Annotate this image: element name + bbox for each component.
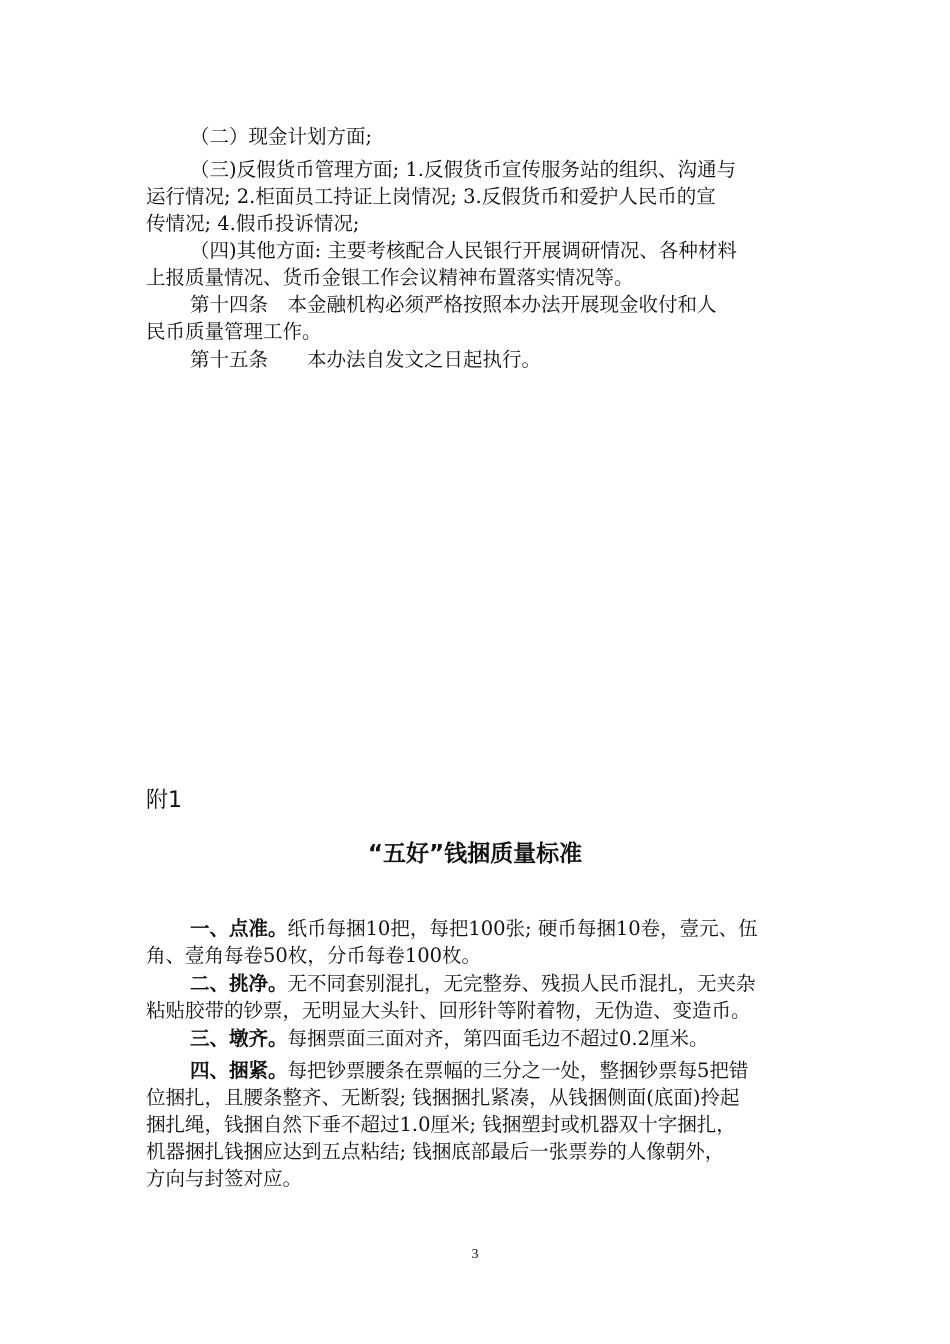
- text-line: 捆扎绳，钱捆自然下垂不超过1.0厘米; 钱捆塑封或机器双十字捆扎，: [146, 1113, 736, 1136]
- text-line: [146, 915, 816, 942]
- item-aligned: [146, 1025, 816, 1052]
- text-line: 角、壹角每卷50枚，分币每卷100枚。: [146, 944, 482, 967]
- text-line: 方向与封签对应。: [146, 1167, 303, 1190]
- paragraph-counterfeit: [146, 156, 816, 237]
- text-line: 上报质量情况、货币金银工作会议精神布置落实情况等。: [146, 266, 634, 289]
- text-line: [146, 1025, 816, 1052]
- paragraph-cash-plan: [146, 123, 816, 150]
- text-line: 第十四条 本金融机构必须严格按照本办法开展现金收付和人: [190, 293, 717, 316]
- text-line: （四)其他方面: 主要考核配合人民银行开展调研情况、各种材料: [190, 239, 737, 262]
- document-title: “五好”钱捆质量标准: [367, 841, 583, 867]
- item-text: 无不同套别混扎，无完整券、残损人民币混扎，无夹杂: [287, 972, 756, 995]
- text-line: 传情况; 4.假币投诉情况;: [146, 212, 360, 235]
- item-lead: 三、墩齐。: [190, 1027, 288, 1050]
- item-lead: 一、点准。: [190, 917, 288, 940]
- paragraph-article-14: [146, 291, 816, 345]
- text-line: 运行情况; 2.柜面员工持证上岗情况; 3.反假货币和爱护人民币的宣: [146, 185, 716, 208]
- text-line: 粘贴胶带的钞票，无明显大头针、回形针等附着物，无伪造、变造币。: [146, 999, 751, 1022]
- item-sorted-clean: [146, 970, 816, 1024]
- text-line: （三)反假货币管理方面; 1.反假货币宣传服务站的组织、沟通与: [190, 158, 736, 181]
- item-text: 纸币每捆10把，每把100张; 硬币每捆10卷，壹元、伍: [287, 917, 758, 940]
- item-text: 每捆票面三面对齐，第四面毛边不超过0.2厘米。: [287, 1027, 709, 1050]
- appendix-label: 附1: [146, 788, 182, 813]
- item-bundled-tight: [146, 1057, 816, 1192]
- page-number: 3: [471, 1247, 479, 1262]
- text-line: 第十五条 本办法自发文之日起执行。: [190, 348, 542, 371]
- item-lead: 四、捆紧。: [190, 1059, 288, 1082]
- paragraph-article-15: [146, 346, 816, 373]
- paragraph-other: [146, 237, 816, 291]
- item-text: 每把钞票腰条在票幅的三分之一处，整捆钞票每5把错: [287, 1059, 749, 1082]
- item-lead: 二、挑净。: [190, 972, 288, 995]
- text-line: 位捆扎，且腰条整齐、无断裂; 钱捆捆扎紧凑，从钱捆侧面(底面)拎起: [146, 1086, 740, 1109]
- text-line: [146, 1057, 816, 1084]
- item-count-accurate: [146, 915, 816, 969]
- text-line: （二）现金计划方面;: [190, 125, 373, 148]
- text-line: [146, 970, 816, 997]
- text-line: 机器捆扎钱捆应达到五点粘结; 钱捆底部最后一张票券的人像朝外，: [146, 1140, 725, 1163]
- text-line: 民币质量管理工作。: [146, 320, 322, 343]
